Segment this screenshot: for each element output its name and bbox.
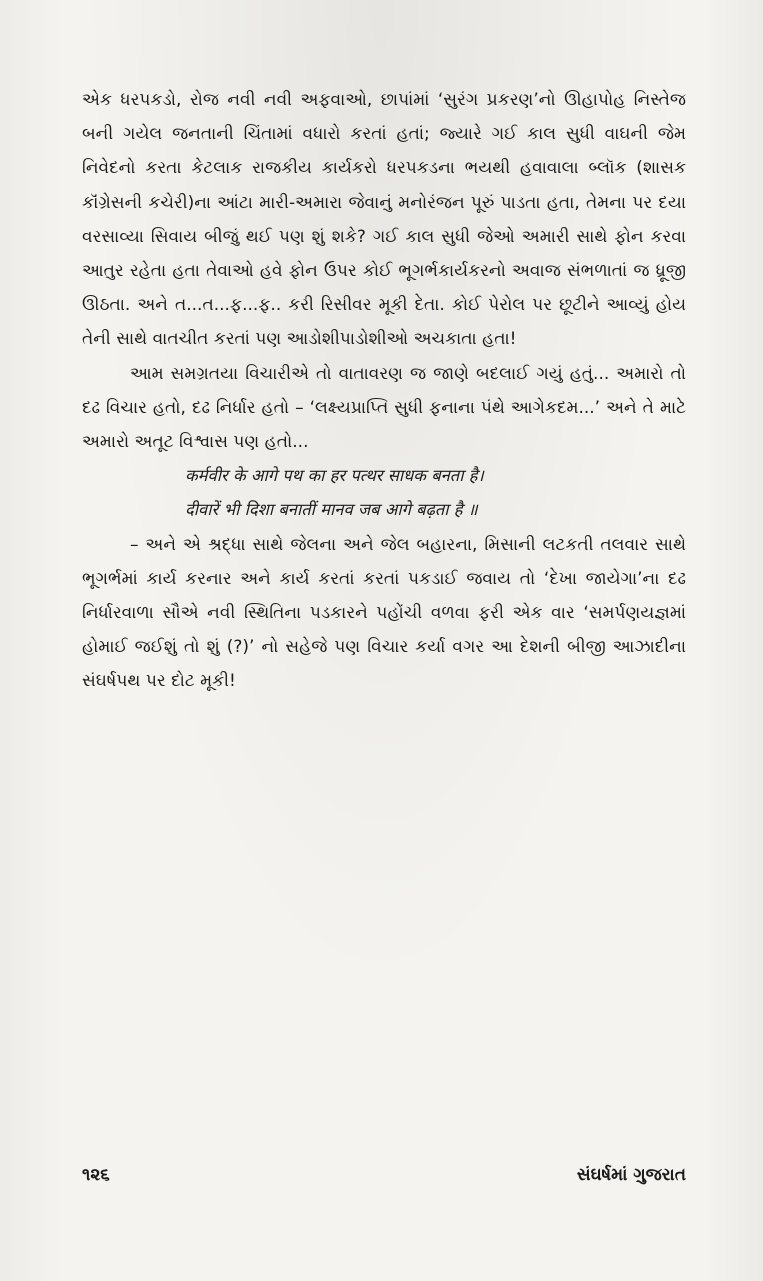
- paragraph-1: એક ધરપકડો, રોજ નવી નવી અફવાઓ, છાપાંમાં ‘સુરંગ પ્રકરણ’નો ઊહાપોહ નિસ્તેજ બની ગયેલ જનતાની ચિંતામાં વધારો કરતાં હતાં; જ્યારે ગઈ કાલ સુધી વાઘની જેમ નિવેદનો કરતા કેટલાક રાજકીય કાર્યકરો ધરપકડના ભયથી હવાવાલા બ્લૉક (શાસક કૉંગ્રેસની કચેરી)ના આંટા મારી-અમારા જેવાનું મનોરંજન પૂરું પાડતા હતા, તેમના પર દયા વરસાવ્યા સિવાય બીજું થઈ પણ શું શકે? ગઈ કાલ સુધી જેઓ અમારી સાથે ફોન કરવા આતુર રહેતા હતા તેવાઓ હવે ફોન ઉપર કોઈ ભૂગર્ભકાર્યકરનો અવાજ સંભળાતાં જ ધ્રૂજી ઊઠતા. અને ત...ત...ફ...ફ.. કરી રિસીવર મૂકી દેતા. કોઈ પેરોલ પર છૂટીને આવ્યું હોય તેની સાથે વાતચીત કરતાં પણ આડોશીપાડોશીઓ અચકાતા હતા!: [82, 90, 686, 350]
- page-number: ૧૨૬: [82, 1165, 110, 1185]
- page-footer: [82, 1165, 686, 1191]
- verse-line-2: दीवारें भी दिशा बनातीं मानव जब आगे बढ़ता है ॥: [185, 500, 478, 520]
- paragraph-2: આમ સમગ્રતયા વિચારીએ તો વાતાવરણ જ જાણે બદલાઈ ગયું હતું... અમારો તો દઢ વિચાર હતો, દઢ નિર્ધાર હતો – ‘લક્ષ્યપ્રાપ્તિ સુધી ફનાના પંથે આગેકદમ...’ અને તે માટે અમારો અતૂટ વિશ્વાસ પણ હતો...: [82, 363, 686, 453]
- hindi-verse: [82, 459, 686, 527]
- running-title: સંઘર્ષમાં ગુજરાત: [576, 1165, 686, 1185]
- paragraph-3: – અને એ શ્રદ્ધા સાથે જેલના અને જેલ બહારના, મિસાની લટકતી તલવાર સાથે ભૂગર્ભમાં કાર્ય કરનાર અને કાર્ય કરતાં કરતાં પકડાઈ જવાય તો ‘દેખા જાયેગા’ના દઢ નિર્ધારવાળા સૌએ નવી સ્થિતિના પડકારને પહોંચી વળવા ફરી એક વાર ‘સમર્પણયજ્ઞમાં હોમાઈ જઈશું તો શું (?)’ નો સહેજે પણ વિચાર કર્યા વગર આ દેશની બીજી આઝાદીના સંઘર્ષપથ પર દોટ મૂકી!: [82, 534, 686, 692]
- verse-line-1: कर्मवीर के आगे पथ का हर पत्थर साधक बनता है।: [185, 466, 484, 486]
- main-text: [82, 83, 686, 699]
